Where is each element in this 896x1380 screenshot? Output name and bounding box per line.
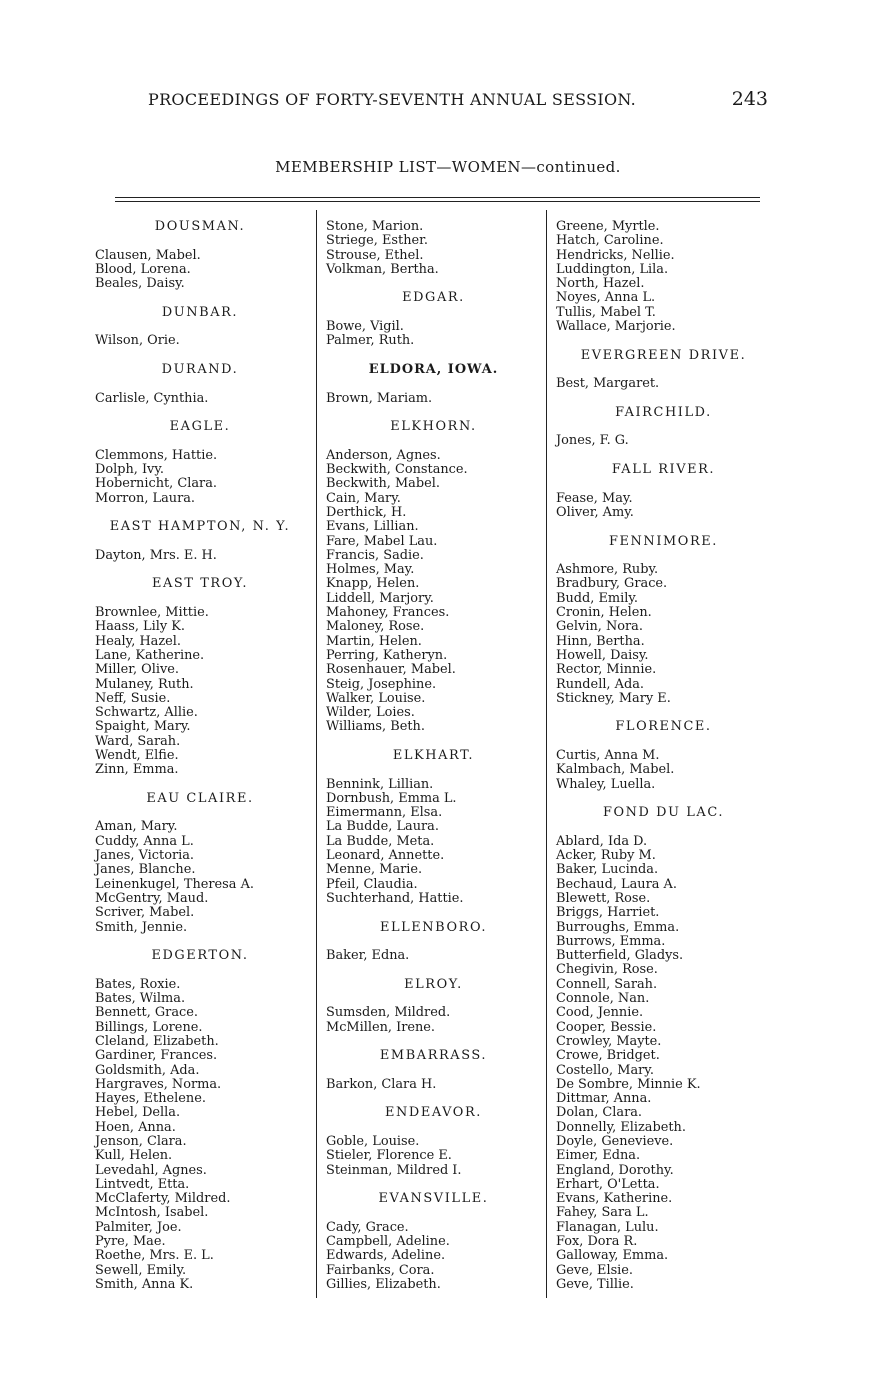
list-title: MEMBERSHIP LIST—WOMEN—continued. — [275, 158, 621, 176]
member-name: Geve, Elsie. — [556, 1262, 634, 1278]
town-heading: EVERGREEN DRIVE. — [580, 347, 747, 363]
member-name: Hendricks, Nellie. — [556, 247, 675, 263]
member-name: Acker, Ruby M. — [556, 848, 656, 864]
member-name: La Budde, Laura. — [326, 819, 439, 835]
member-name: Donnelly, Elizabeth. — [556, 1119, 686, 1135]
member-name: Walker, Louise. — [326, 690, 426, 706]
heading-spacer — [95, 535, 305, 549]
member-name: Lintvedt, Etta. — [95, 1176, 190, 1192]
member-name: Bradbury, Grace. — [556, 576, 668, 592]
town-heading: ELKHART. — [392, 747, 475, 763]
member-name: Burroughs, Emma. — [556, 919, 680, 935]
member-name: Burrows, Emma. — [556, 933, 666, 949]
member-name: Wilder, Loies. — [326, 705, 415, 721]
member-name: Spaight, Mary. — [95, 719, 191, 735]
town-heading: DUNBAR. — [161, 304, 239, 320]
member-name: Erhart, O'Letta. — [556, 1176, 660, 1192]
heading-spacer — [95, 377, 305, 391]
town-heading: EAST TROY. — [151, 576, 249, 592]
member-name: Palmer, Ruth. — [326, 333, 415, 349]
member-name: Liddell, Marjory. — [326, 590, 434, 606]
member-name: Gillies, Elizabeth. — [326, 1276, 441, 1292]
member-name: Baker, Edna. — [326, 948, 410, 964]
section-spacer — [556, 792, 771, 806]
member-name: Cuddy, Anna L. — [95, 833, 194, 849]
member-name: Volkman, Bertha. — [326, 261, 439, 277]
member-name: Goldsmith, Ada. — [95, 1062, 200, 1078]
member-name: Steig, Josephine. — [326, 676, 437, 692]
member-name: McGentry, Maud. — [95, 890, 209, 906]
member-name: Ablard, Ida D. — [556, 833, 648, 849]
section-spacer — [556, 706, 771, 720]
section-spacer — [556, 392, 771, 406]
heading-spacer — [556, 363, 771, 377]
member-name: Brownlee, Mittie. — [95, 605, 209, 621]
member-name: Leinenkugel, Theresa A. — [95, 876, 254, 892]
heading-spacer — [95, 234, 305, 248]
member-name: Anderson, Agnes. — [326, 447, 441, 463]
member-name: Morron, Laura. — [95, 490, 196, 506]
member-name: Mulaney, Ruth. — [95, 676, 194, 692]
heading-spacer — [326, 935, 541, 949]
section-spacer — [95, 406, 305, 420]
member-name: Haass, Lily K. — [95, 619, 185, 635]
member-name: Greene, Myrtle. — [556, 219, 660, 234]
member-name: Bennett, Grace. — [95, 1005, 198, 1021]
member-name: Pfeil, Claudia. — [326, 876, 418, 892]
member-name: Hargraves, Norma. — [95, 1076, 222, 1092]
member-name: Zinn, Emma. — [95, 762, 179, 778]
member-name: Schwartz, Allie. — [95, 705, 198, 721]
member-name: Knapp, Helen. — [326, 576, 420, 592]
town-heading: EAU CLAIRE. — [146, 790, 254, 806]
member-name: Dayton, Mrs. E. H. — [95, 547, 217, 563]
member-name: Cronin, Helen. — [556, 605, 652, 621]
member-name: Blood, Lorena. — [95, 261, 191, 277]
member-name: Francis, Sadie. — [326, 547, 424, 563]
member-name: Crowley, Mayte. — [556, 1033, 662, 1049]
section-spacer — [326, 735, 541, 749]
member-name: Levedahl, Agnes. — [95, 1162, 207, 1178]
section-spacer — [556, 334, 771, 348]
member-name: McClaferty, Mildred. — [95, 1191, 231, 1207]
member-name: Doyle, Genevieve. — [556, 1134, 674, 1149]
member-name: Strouse, Ethel. — [326, 247, 424, 263]
heading-spacer — [556, 820, 771, 834]
member-name: Cooper, Bessie. — [556, 1019, 657, 1035]
town-heading: ELLENBORO. — [379, 919, 488, 935]
member-name: Bowe, Vigil. — [326, 319, 404, 335]
double-rule-top — [115, 197, 760, 198]
section-spacer — [95, 291, 305, 305]
member-name: Janes, Blanche. — [95, 862, 196, 878]
member-name: Evans, Lillian. — [326, 519, 419, 535]
member-name: Luddington, Lila. — [556, 261, 669, 277]
member-name: Derthick, H. — [326, 504, 407, 520]
member-name: Fahey, Sara L. — [556, 1205, 649, 1221]
member-name: Baker, Lucinda. — [556, 862, 659, 878]
member-name: Eimermann, Elsa. — [326, 805, 443, 821]
member-name: Smith, Anna K. — [95, 1276, 194, 1292]
member-name: Hebel, Della. — [95, 1105, 181, 1121]
member-name: Ashmore, Ruby. — [556, 562, 659, 578]
member-name: Palmiter, Joe. — [95, 1219, 182, 1235]
member-name: Whaley, Luella. — [556, 776, 656, 792]
member-name: Oliver, Amy. — [556, 504, 634, 520]
member-name: Perring, Katheryn. — [326, 647, 448, 663]
member-name: Galloway, Emma. — [556, 1248, 669, 1264]
member-name: Stickney, Mary E. — [556, 690, 671, 706]
member-name: Eimer, Edna. — [556, 1148, 641, 1164]
town-heading: FOND DU LAC. — [602, 805, 725, 821]
member-name: Fox, Dora R. — [556, 1234, 638, 1250]
heading-spacer — [326, 1206, 541, 1220]
member-name: Fease, May. — [556, 490, 633, 506]
member-name: Dolph, Ivy. — [95, 462, 165, 478]
member-name: Briggs, Harriet. — [556, 905, 660, 921]
member-name: Wendt, Elfie. — [95, 747, 179, 763]
heading-spacer — [326, 1121, 541, 1135]
member-name: Rector, Minnie. — [556, 662, 657, 678]
member-name: Crowe, Bridget. — [556, 1048, 660, 1064]
member-name: Jenson, Clara. — [95, 1134, 187, 1149]
member-name: Budd, Emily. — [556, 590, 639, 606]
member-name: Healy, Hazel. — [95, 633, 182, 649]
member-name: Flanagan, Lulu. — [556, 1219, 659, 1235]
member-name: Janes, Victoria. — [95, 848, 195, 864]
town-heading: FLORENCE. — [615, 719, 712, 735]
member-name: Dolan, Clara. — [556, 1105, 643, 1121]
town-heading: EVANSVILLE. — [378, 1191, 489, 1207]
section-spacer — [95, 349, 305, 363]
member-name: Sewell, Emily. — [95, 1262, 187, 1278]
member-name: De Sombre, Minnie K. — [556, 1076, 701, 1092]
member-name: Wallace, Marjorie. — [556, 319, 676, 335]
member-name: Rundell, Ada. — [556, 676, 644, 692]
heading-spacer — [326, 1064, 541, 1078]
member-name: Sumsden, Mildred. — [326, 1005, 451, 1021]
heading-spacer — [556, 477, 771, 491]
member-name: Gelvin, Nora. — [556, 619, 643, 635]
heading-spacer — [556, 549, 771, 563]
member-name: Hoen, Anna. — [95, 1119, 176, 1135]
section-spacer — [326, 906, 541, 920]
member-name: Geve, Tillie. — [556, 1276, 634, 1292]
town-heading: ELKHORN. — [390, 419, 477, 435]
member-name: Carlisle, Cynthia. — [95, 390, 209, 406]
section-spacer — [326, 349, 541, 363]
member-name: Gardiner, Frances. — [95, 1048, 218, 1064]
column-2 — [326, 220, 541, 1292]
column-divider-1 — [316, 210, 317, 1298]
member-name: Cleland, Elizabeth. — [95, 1033, 219, 1049]
member-name: La Budde, Meta. — [326, 833, 435, 849]
member-name: Striege, Esther. — [326, 233, 428, 249]
section-spacer — [556, 520, 771, 534]
member-name: Beckwith, Constance. — [326, 462, 468, 478]
member-name: Campbell, Adeline. — [326, 1234, 450, 1250]
member-name: Hatch, Caroline. — [556, 233, 664, 249]
member-name: Blewett, Rose. — [556, 890, 651, 906]
town-heading: EMBARRASS. — [379, 1048, 488, 1064]
member-name: Fairbanks, Cora. — [326, 1262, 435, 1278]
town-heading: EAGLE. — [169, 419, 231, 435]
town-heading: FALL RIVER. — [611, 462, 716, 478]
member-name: Goble, Louise. — [326, 1134, 420, 1149]
member-name: Brown, Mariam. — [326, 390, 433, 406]
member-name: Edwards, Adeline. — [326, 1248, 446, 1264]
member-name: Cady, Grace. — [326, 1219, 409, 1235]
town-heading: ELROY. — [404, 976, 463, 992]
member-name: Howell, Daisy. — [556, 647, 649, 663]
member-name: Hobernicht, Clara. — [95, 476, 217, 492]
heading-spacer — [556, 420, 771, 434]
member-name: England, Dorothy. — [556, 1162, 674, 1178]
member-name: Leonard, Annette. — [326, 848, 445, 864]
town-heading: ELDORA, IOWA. — [368, 361, 499, 377]
heading-spacer — [95, 963, 305, 977]
section-spacer — [326, 277, 541, 291]
town-heading: EDGERTON. — [151, 948, 249, 964]
column-3 — [556, 220, 771, 1292]
member-name: Dornbush, Emma L. — [326, 790, 457, 806]
section-spacer — [556, 449, 771, 463]
member-name: Scriver, Mabel. — [95, 905, 195, 921]
town-heading: EAST HAMPTON, N. Y. — [109, 519, 291, 535]
heading-spacer — [326, 992, 541, 1006]
running-title: PROCEEDINGS OF FORTY-SEVENTH ANNUAL SESSION. — [148, 90, 637, 109]
member-name: Lane, Katherine. — [95, 647, 205, 663]
section-spacer — [326, 406, 541, 420]
section-spacer — [326, 1178, 541, 1192]
member-name: Hinn, Bertha. — [556, 633, 645, 649]
member-name: Billings, Lorene. — [95, 1019, 203, 1035]
town-heading: FENNIMORE. — [609, 533, 718, 549]
section-spacer — [95, 506, 305, 520]
member-name: Best, Margaret. — [556, 376, 660, 392]
section-spacer — [326, 963, 541, 977]
heading-spacer — [95, 434, 305, 448]
heading-spacer — [326, 434, 541, 448]
town-heading: DOUSMAN. — [154, 219, 246, 234]
member-name: Noyes, Anna L. — [556, 290, 656, 306]
member-name: Mahoney, Frances. — [326, 605, 450, 621]
member-name: Curtis, Anna M. — [556, 747, 660, 763]
member-name: Menne, Marie. — [326, 862, 423, 878]
member-name: Beales, Daisy. — [95, 276, 185, 292]
member-name: Miller, Olive. — [95, 662, 179, 678]
town-heading: DURAND. — [161, 361, 239, 377]
member-name: Cain, Mary. — [326, 490, 401, 506]
heading-spacer — [326, 306, 541, 320]
member-name: Clausen, Mabel. — [95, 247, 201, 263]
member-name: Wilson, Orie. — [95, 333, 180, 349]
town-heading: ENDEAVOR. — [385, 1105, 482, 1121]
member-name: Holmes, May. — [326, 562, 415, 578]
member-name: Kull, Helen. — [95, 1148, 173, 1164]
running-head — [148, 90, 768, 114]
heading-spacer — [556, 735, 771, 749]
member-name: Connole, Nan. — [556, 991, 650, 1007]
heading-spacer — [326, 763, 541, 777]
member-name: Tullis, Mabel T. — [556, 304, 656, 320]
section-spacer — [326, 1035, 541, 1049]
member-name: Aman, Mary. — [95, 819, 178, 835]
member-name: Fare, Mabel Lau. — [326, 533, 438, 549]
column-divider-2 — [546, 210, 547, 1298]
member-name: Connell, Sarah. — [556, 976, 658, 992]
member-name: North, Hazel. — [556, 276, 645, 292]
section-spacer — [95, 935, 305, 949]
member-name: Bennink, Lillian. — [326, 776, 434, 792]
member-name: Barkon, Clara H. — [326, 1076, 437, 1092]
section-spacer — [95, 563, 305, 577]
member-name: Rosenhauer, Mabel. — [326, 662, 456, 678]
column-1 — [95, 220, 305, 1292]
member-name: Bechaud, Laura A. — [556, 876, 677, 892]
member-name: Martin, Helen. — [326, 633, 422, 649]
member-name: Beckwith, Mabel. — [326, 476, 440, 492]
member-name: Butterfield, Gladys. — [556, 948, 684, 964]
member-name: Neff, Susie. — [95, 690, 171, 706]
member-name: Chegivin, Rose. — [556, 962, 658, 978]
member-name: Stone, Marion. — [326, 219, 424, 234]
page-number: 243 — [731, 88, 768, 110]
heading-spacer — [95, 592, 305, 606]
heading-spacer — [326, 377, 541, 391]
member-name: Costello, Mary. — [556, 1062, 654, 1078]
member-name: Pyre, Mae. — [95, 1234, 166, 1250]
member-name: Jones, F. G. — [556, 433, 629, 449]
member-name: Ward, Sarah. — [95, 733, 181, 749]
town-heading: EDGAR. — [402, 290, 465, 306]
member-name: Suchterhand, Hattie. — [326, 890, 464, 906]
member-name: Evans, Katherine. — [556, 1191, 673, 1207]
member-name: Dittmar, Anna. — [556, 1091, 652, 1107]
member-name: Stieler, Florence E. — [326, 1148, 452, 1164]
section-spacer — [326, 1092, 541, 1106]
member-name: McIntosh, Isabel. — [95, 1205, 209, 1221]
member-name: Hayes, Ethelene. — [95, 1091, 206, 1107]
town-heading: FAIRCHILD. — [615, 404, 712, 420]
member-name: Clemmons, Hattie. — [95, 447, 218, 463]
member-name: Maloney, Rose. — [326, 619, 425, 635]
double-rule-bottom — [115, 201, 760, 202]
member-name: Smith, Jennie. — [95, 919, 188, 935]
member-name: Steinman, Mildred I. — [326, 1162, 462, 1178]
heading-spacer — [95, 806, 305, 820]
member-name: Kalmbach, Mabel. — [556, 762, 675, 778]
member-name: Cood, Jennie. — [556, 1005, 644, 1021]
member-name: Roethe, Mrs. E. L. — [95, 1248, 214, 1264]
heading-spacer — [95, 320, 305, 334]
member-name: McMillen, Irene. — [326, 1019, 436, 1035]
member-name: Williams, Beth. — [326, 719, 425, 735]
section-spacer — [95, 778, 305, 792]
member-name: Bates, Wilma. — [95, 991, 186, 1007]
member-name: Bates, Roxie. — [95, 976, 181, 992]
